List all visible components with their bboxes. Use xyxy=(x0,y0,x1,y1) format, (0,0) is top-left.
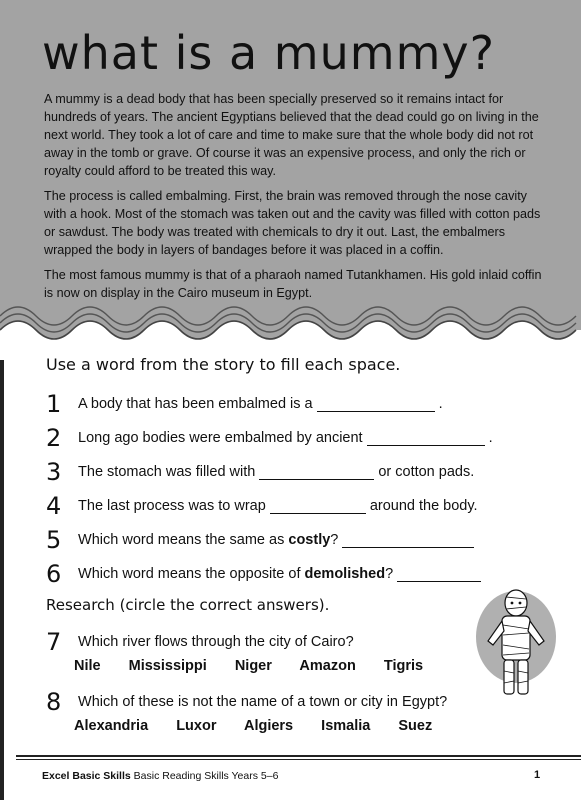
question-keyword: costly xyxy=(288,532,331,548)
question-number: 6 xyxy=(46,560,62,588)
question-suffix: ? xyxy=(385,566,394,582)
question-text: Long ago bodies were embalmed by ancient xyxy=(78,430,363,446)
question-suffix: . xyxy=(488,430,493,446)
question-text: The last process was to wrap xyxy=(78,498,266,514)
answer-blank[interactable] xyxy=(342,533,474,548)
question-8 xyxy=(46,688,447,716)
question-5 xyxy=(46,526,478,554)
question-text: The stomach was filled with xyxy=(78,464,256,480)
question-suffix: ? xyxy=(330,532,339,548)
option-nile[interactable]: Nile xyxy=(74,658,101,674)
question-number: 2 xyxy=(46,424,62,452)
question-3 xyxy=(46,458,474,486)
question-1 xyxy=(46,390,443,418)
question-number: 5 xyxy=(46,526,62,554)
answer-blank[interactable] xyxy=(367,431,485,446)
answer-blank[interactable] xyxy=(259,465,374,480)
question-6 xyxy=(46,560,485,588)
page-number: 1 xyxy=(534,769,541,781)
footer-book: Basic Reading Skills Years 5–6 xyxy=(133,770,279,782)
question-suffix: around the body. xyxy=(369,498,478,514)
question-number: 3 xyxy=(46,458,62,486)
footer-rule xyxy=(16,755,581,757)
option-algiers[interactable]: Algiers xyxy=(243,718,294,734)
footer-rule xyxy=(16,759,581,760)
story-passage xyxy=(44,90,544,309)
footer-series: Excel Basic Skills xyxy=(42,770,131,782)
story-paragraph: A mummy is a dead body that has been specially preserved so it remains intact for hundreds of years. The ancient Egyptians believed that the dead could go on living in the next world. They took a lot of care and time to make sure that the whole body did not rot away in the tomb or grave. Of course it was an expensive process, and only the rich or royalty could afford to be treated this way. xyxy=(44,92,539,178)
question-number: 8 xyxy=(46,688,62,716)
answer-options xyxy=(74,658,447,674)
answer-blank[interactable] xyxy=(397,567,481,582)
page-title: what is a mummy? xyxy=(42,26,496,80)
answer-blank[interactable] xyxy=(317,397,435,412)
instruction: Use a word from the story to fill each space. xyxy=(46,355,401,374)
option-mississippi[interactable]: Mississippi xyxy=(128,658,207,674)
footer xyxy=(42,770,278,782)
question-number: 4 xyxy=(46,492,62,520)
question-text: A body that has been embalmed is a xyxy=(78,396,313,412)
option-suez[interactable]: Suez xyxy=(398,718,433,734)
answer-options xyxy=(74,718,456,734)
question-suffix: or cotton pads. xyxy=(378,464,475,480)
question-keyword: demolished xyxy=(304,566,386,582)
answer-blank[interactable] xyxy=(270,499,366,514)
question-7 xyxy=(46,628,354,656)
story-paragraph: The most famous mummy is that of a pharaoh named Tutankhamen. His gold inlaid coffin is now on display in the Cairo museum in Egypt. xyxy=(44,268,542,300)
question-suffix: . xyxy=(438,396,443,412)
option-amazon[interactable]: Amazon xyxy=(299,658,356,674)
question-text: Which river flows through the city of Cairo? xyxy=(78,634,354,650)
mummy-illustration xyxy=(466,583,566,703)
question-text: Which word means the same as xyxy=(78,532,285,548)
research-heading: Research (circle the correct answers). xyxy=(46,596,330,614)
option-ismalia[interactable]: Ismalia xyxy=(321,718,371,734)
story-paragraph: The process is called embalming. First, the brain was removed through the nose cavity with a hook. Most of the stomach was taken out and the cavity was filled with cotton pads or sawdust. The body was treated with chemicals to dry it out. Last, the embalmers wrapped the body in layers of bandages before it was placed in a coffin. xyxy=(44,189,541,257)
question-text: Which of these is not the name of a town or city in Egypt? xyxy=(78,694,448,710)
question-number: 1 xyxy=(46,390,62,418)
option-alexandria[interactable]: Alexandria xyxy=(74,718,149,734)
option-luxor[interactable]: Luxor xyxy=(176,718,217,734)
question-text: Which word means the opposite of xyxy=(78,566,301,582)
question-number: 7 xyxy=(46,628,62,656)
option-niger[interactable]: Niger xyxy=(234,658,272,674)
option-tigris[interactable]: Tigris xyxy=(383,658,424,674)
question-2 xyxy=(46,424,493,452)
question-4 xyxy=(46,492,478,520)
